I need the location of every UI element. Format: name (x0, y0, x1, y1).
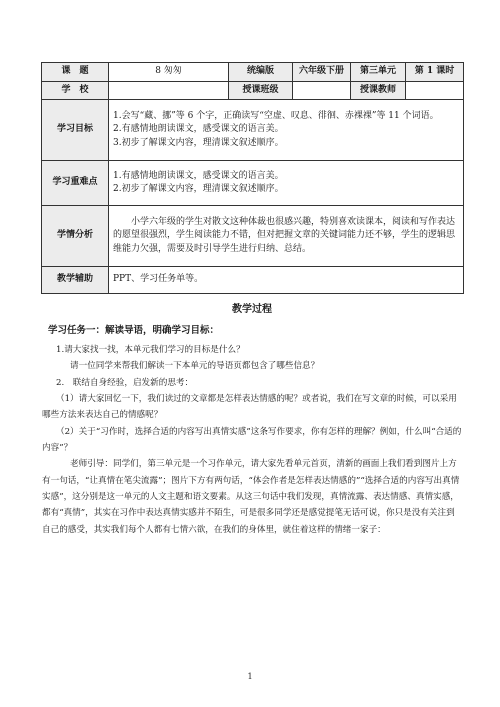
class-label: 授课班级 (229, 81, 293, 100)
goals-label: 学习目标 (42, 100, 109, 161)
paragraph: （2）关于“习作时，选择合适的内容写出真情实感”这条写作要求，你有怎样的理解？例如，什么叫“合适的内容”？ (42, 426, 462, 454)
paragraph: 老师引导：同学们，第三单元是一个习作单元，请大家先看单元首页，清新的画面上我们看到图片上方有一句话，“让真情在笔尖流露”；图片下方有两句话，“体会作者是怎样表达情感的”“选择合适的内容写出真情实感”，这分别是这一单元的人文主题和语文要素。从这三句话中我们发现，真情流露、表达情感、真情实感，都有“真情”，其实在习作中表达真情实感并不陌生，可是很多同学还是感觉提笔无话可说，你只是没有关注到自己的感受，其实我们每个人都有七情六欲，在我们的身体里，就住着这样的情绪一家子： (42, 459, 460, 535)
task-heading: 学习任务一：解读导语，明确学习目标： (48, 325, 220, 336)
teaching-process (42, 300, 462, 538)
topic-value: 8 匆匆 (109, 63, 229, 82)
class-value (293, 81, 351, 100)
table-row (42, 100, 464, 161)
analysis-text: 小学六年级的学生对散文这种体裁也很感兴趣，特别喜欢读课本，阅读和写作表达的愿望很强烈，学生阅读能力不错，但对把握文章的关键词能力还不够，学生的逻辑思维能力欠强，需要及时引导学生进行归纳、总结。 (113, 216, 456, 254)
goals-cell (109, 100, 464, 161)
grade-value: 六年级下册 (293, 63, 351, 82)
aids-text: PPT、学习任务单等。 (109, 267, 464, 294)
table-row (42, 63, 464, 82)
unit-value: 第三单元 (351, 63, 406, 82)
paragraph: 1.请大家找一找，本单元我们学习的目标是什么？ (56, 345, 245, 356)
key-cell (109, 161, 464, 206)
goal-item: 1.会写“藏、挪”等 6 个字，正确读写“空虚、叹息、徘徊、赤裸裸”等 11 个词语。 (113, 110, 439, 121)
goal-item: 2.有感情地朗读课文，感受课文的语言美。 (113, 124, 284, 135)
analysis-label: 学情分析 (42, 206, 109, 267)
process-title: 教学过程 (232, 304, 272, 315)
school-value (109, 81, 229, 100)
key-item: 1.有感情地朗读课文，感受课文的语言美。 (113, 170, 284, 181)
paragraph: 请一位同学来帮我们解读一下本单元的导语页都包含了哪些信息？ (70, 361, 320, 372)
lesson-value: 第 1 课时 (406, 63, 464, 82)
topic-label: 课 题 (42, 63, 109, 82)
paragraph: （1）请大家回忆一下，我们读过的文章都是怎样表达情感的呢？或者说，我们在写文章的时候，可以采用哪些方法来表达自己的情感呢？ (42, 394, 457, 421)
page-number: 1 (247, 672, 253, 681)
analysis-cell (109, 206, 464, 267)
lesson-plan-table (41, 62, 464, 294)
edition-value: 统编版 (229, 63, 293, 82)
table-row (42, 81, 464, 100)
goal-item: 3.初步了解课文内容，理清课文叙述顺序。 (113, 137, 284, 148)
school-label: 学 校 (42, 81, 109, 100)
key-label: 学习重难点 (42, 161, 109, 206)
aids-label: 教学辅助 (42, 267, 109, 294)
table-row (42, 206, 464, 267)
key-item: 2.初步了解课文内容，理清课文叙述顺序。 (113, 184, 284, 194)
table-row (42, 267, 464, 294)
table-row (42, 161, 464, 206)
teacher-value (406, 81, 464, 100)
teacher-label: 授课教师 (351, 81, 406, 100)
paragraph: 2. 联结自身经验，启发新的思考： (56, 377, 194, 388)
